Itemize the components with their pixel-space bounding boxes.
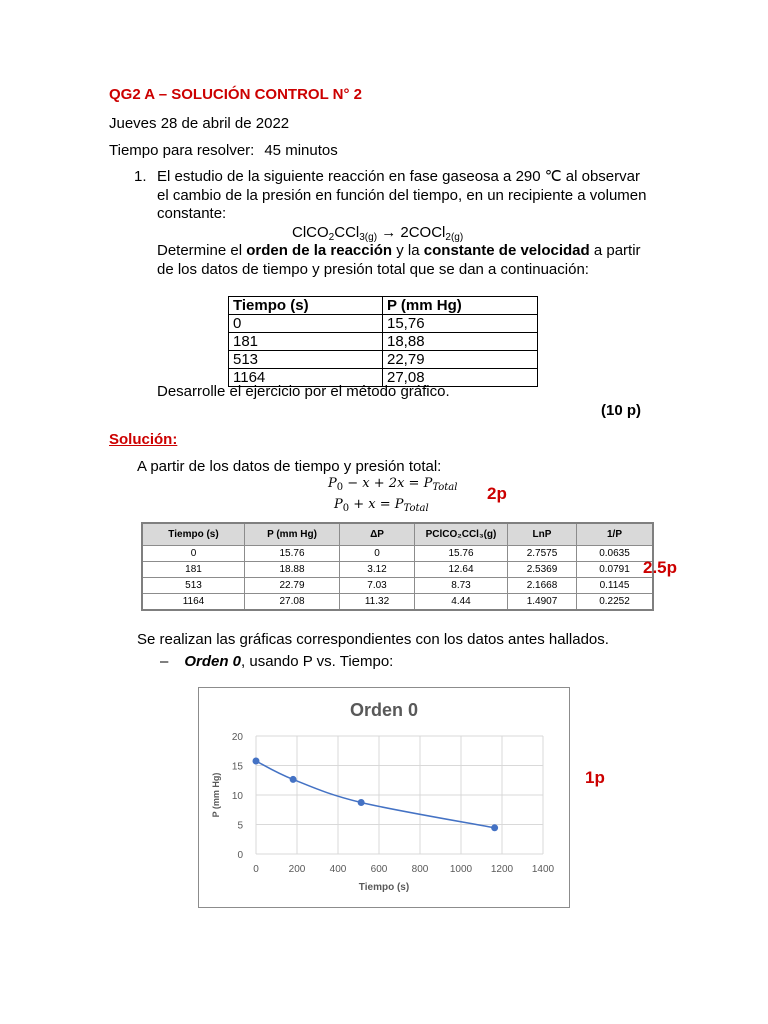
question-line-2: el cambio de la presión en función del tiempo, en un recipiente a volumen <box>157 187 647 204</box>
table-cell: 1164 <box>142 594 245 611</box>
table-header-cell: ΔP <box>340 523 415 546</box>
table-cell: 0.0791 <box>577 562 654 578</box>
table-header-row <box>142 523 653 546</box>
page-title: QG2 A – SOLUCIÓN CONTROL N° 2 <box>109 86 362 103</box>
table-header-cell: 1/P <box>577 523 654 546</box>
table-cell: 0 <box>142 546 245 562</box>
table-cell: 4.44 <box>415 594 508 611</box>
x-tick-label: 800 <box>411 864 429 875</box>
table-row <box>229 315 538 333</box>
given-data-table <box>228 296 538 387</box>
reactant-sub-2: 3(g) <box>359 232 378 243</box>
table-cell: 0.2252 <box>577 594 654 611</box>
instruction-text: Desarrolle el ejercicio por el método gráfico. <box>157 383 450 400</box>
product-sub: 2(g) <box>445 232 464 243</box>
x-tick-label: 1000 <box>449 864 473 875</box>
score-equations: 2p <box>487 484 507 503</box>
graphs-intro: Se realizan las gráficas correspondientes con los datos antes hallados. <box>137 631 609 648</box>
x-tick-label: 1200 <box>490 864 514 875</box>
data-point <box>358 799 365 806</box>
y-tick-label: 5 <box>237 820 243 832</box>
table-header-cell: P (mm Hg) <box>383 297 538 315</box>
score-table: 2.5p <box>643 558 678 577</box>
solution-data-table <box>141 522 654 611</box>
table-cell: 11.32 <box>340 594 415 611</box>
order-0-chart <box>198 687 570 908</box>
table-cell: 3.12 <box>340 562 415 578</box>
table-cell: 513 <box>229 351 383 369</box>
table-header-cell: Tiempo (s) <box>142 523 245 546</box>
x-tick-label: 400 <box>329 864 347 875</box>
table-cell: 2.5369 <box>508 562 577 578</box>
determine-bold-constant: constante de velocidad <box>423 242 590 259</box>
table-cell: 513 <box>142 578 245 594</box>
reactant-part-2: CCl <box>334 224 360 241</box>
order-0-text: , usando P vs. Tiempo: <box>241 653 394 670</box>
table-cell: 15.76 <box>245 546 340 562</box>
table-row <box>142 594 653 611</box>
table-cell: 18.88 <box>245 562 340 578</box>
table-cell: 12.64 <box>415 562 508 578</box>
chart-title: Orden 0 <box>349 700 419 720</box>
x-tick-label: 200 <box>288 864 306 875</box>
table-cell: 0.0635 <box>577 546 654 562</box>
question-line-5: de los datos de tiempo y presión total que se dan a continuación: <box>157 261 589 278</box>
table-cell: 0 <box>229 315 383 333</box>
table-cell: 15,76 <box>383 315 538 333</box>
question-points: (10 p) <box>601 402 642 419</box>
table-cell: 1.4907 <box>508 594 577 611</box>
determine-line <box>157 242 641 261</box>
table-header-cell: PClCO₂CCl₃(g) <box>415 523 508 546</box>
table-cell: 8.73 <box>415 578 508 594</box>
list-dash: – <box>160 653 169 670</box>
reactant-part-1: ClCO <box>292 224 329 241</box>
solution-heading: Solución: <box>109 431 178 448</box>
y-tick-label: 15 <box>231 761 243 773</box>
table-header-cell: Tiempo (s) <box>229 297 383 315</box>
y-tick-label: 0 <box>237 850 243 861</box>
table-cell: 7.03 <box>340 578 415 594</box>
reactant-sub-1: 2 <box>328 232 335 243</box>
determine-text-1: Determine el <box>157 242 247 259</box>
time-value: 45 minutos <box>264 142 338 159</box>
equation-1: $P_0 - x + 2x = P_{Total}$ <box>328 476 458 493</box>
reaction-arrow: → <box>381 224 397 241</box>
table-cell: 18,88 <box>383 333 538 351</box>
solution-intro: A partir de los datos de tiempo y presión total: <box>137 458 442 475</box>
table-cell: 22.79 <box>245 578 340 594</box>
x-axis-label: Tiempo (s) <box>358 882 410 893</box>
question-number: 1. <box>134 168 147 185</box>
table-cell: 0.1145 <box>577 578 654 594</box>
determine-text-2: y la <box>392 242 424 259</box>
exam-date: Jueves 28 de abril de 2022 <box>109 115 290 132</box>
table-header-cell: LnP <box>508 523 577 546</box>
y-axis-label: P (mm Hg) <box>211 772 221 818</box>
table-header-row <box>229 297 538 315</box>
table-cell: 27,08 <box>383 369 538 387</box>
table-cell: 22,79 <box>383 351 538 369</box>
product: 2COCl <box>400 224 446 241</box>
table-cell: 2.7575 <box>508 546 577 562</box>
reaction-equation <box>292 224 463 243</box>
score-chart: 1p <box>585 768 605 787</box>
data-point <box>253 758 260 765</box>
y-tick-label: 20 <box>231 732 243 743</box>
table-cell: 1164 <box>229 369 383 387</box>
time-allowed <box>109 142 338 159</box>
table-row <box>142 562 653 578</box>
series-line <box>256 761 495 828</box>
order-0-line <box>160 653 393 670</box>
table-cell: 0 <box>340 546 415 562</box>
time-label: Tiempo para resolver: <box>109 142 255 159</box>
determine-bold-order: orden de la reacción <box>246 242 393 259</box>
table-header-cell: P (mm Hg) <box>245 523 340 546</box>
equation-2: $P_0 + x = P_{Total}$ <box>334 497 429 514</box>
question-line-1: El estudio de la siguiente reacción en fase gaseosa a 290 ℃ al observar <box>157 168 640 185</box>
table-row <box>142 578 653 594</box>
table-cell: 2.1668 <box>508 578 577 594</box>
chart-svg <box>199 688 569 907</box>
table-cell: 181 <box>229 333 383 351</box>
x-tick-label: 600 <box>370 864 388 875</box>
table-cell: 181 <box>142 562 245 578</box>
x-tick-label: 0 <box>253 864 259 875</box>
order-0-label: Orden 0 <box>184 653 242 670</box>
table-row <box>142 546 653 562</box>
y-tick-label: 10 <box>231 791 243 802</box>
data-point <box>491 824 498 831</box>
table-row <box>229 333 538 351</box>
table-row <box>229 351 538 369</box>
table-cell: 27.08 <box>245 594 340 611</box>
determine-text-3: a partir <box>589 242 641 259</box>
x-tick-label: 1400 <box>531 864 555 875</box>
data-point <box>290 776 297 783</box>
question-line-3: constante: <box>157 205 227 222</box>
table-cell: 15.76 <box>415 546 508 562</box>
